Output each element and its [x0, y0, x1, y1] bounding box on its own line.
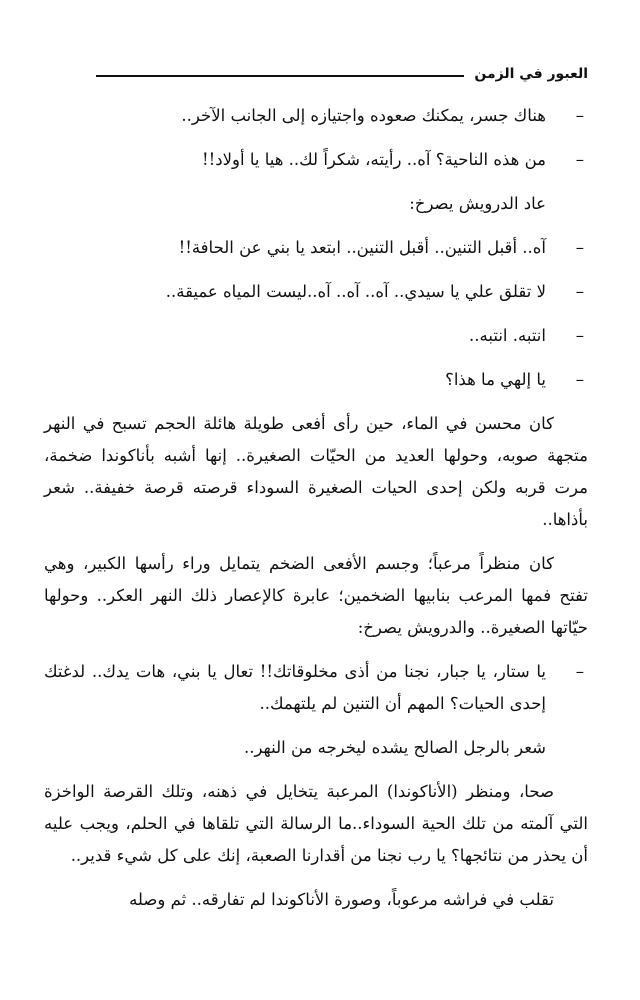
running-title: العبور في الزمن	[474, 66, 588, 82]
dialog-text: يا إلهي ما هذا؟	[445, 370, 546, 389]
dialog-dash: –	[575, 150, 584, 169]
dialog-dash: –	[575, 662, 584, 681]
dialog-dash: –	[575, 326, 584, 345]
running-header	[96, 62, 588, 86]
dialog-dash: –	[575, 282, 584, 301]
header-rule	[96, 75, 464, 77]
page-body	[44, 100, 588, 928]
dialog-text: يا ستار، يا جبار، نجنا من أذى مخلوقاتك!! تعال يا بني، هات يدك.. لدغتك إحدى الحيات؟ المهم أن التنين لم يلتهمك..	[44, 662, 546, 713]
dialog-text: انتبه. انتبه..	[469, 326, 546, 345]
dialog-text: من هذه الناحية؟ آه.. رأيته، شكراً لك.. هيا يا أولاد!!	[202, 150, 546, 169]
paragraph: كان محسن في الماء، حين رأى أفعى طويلة هائلة الحجم تسبح في النهر متجهة صوبه، وحولها العديد من الحيّات الصغيرة.. إنها أشبه بأناكوندا ضخمة، مرت قربه ولكن إحدى الحيات الصغيرة السوداء قرصته قرصة خفيفة.. شعر بأذاها..	[44, 414, 588, 529]
paragraph: صحا، ومنظر (الأناكوندا) المرعبة يتخايل في ذهنه، وتلك القرصة الواخزة التي آلمته من تلك الحية السوداء..ما الرسالة التي تلقاها في الحلم، ويجب عليه أن يحذر من نتائجها؟ يا رب نجنا من أقدارنا الصعبة، إنك على كل شيء قدير..	[44, 782, 588, 865]
dialog-dash: –	[575, 370, 584, 389]
narration-line: عاد الدرويش يصرخ:	[409, 194, 546, 213]
dialog-text: آه.. أقبل التنين.. أقبل التنين.. ابتعد يا بني عن الحافة!!	[178, 238, 546, 257]
dialog-line	[44, 100, 588, 132]
paragraph: تقلب في فراشه مرعوباً، وصورة الأناكوندا لم تفارقه.. ثم وصله	[129, 890, 554, 909]
dialog-line	[44, 656, 588, 720]
dialog-dash: –	[575, 106, 584, 125]
dialog-line	[44, 276, 588, 308]
dialog-line	[44, 320, 588, 352]
dialog-text: لا تقلق علي يا سيدي.. آه.. آه.. آه..ليست المياه عميقة..	[165, 282, 546, 301]
dialog-line	[44, 364, 588, 396]
dialog-line	[44, 232, 588, 264]
dialog-line	[44, 144, 588, 176]
narration-line: شعر بالرجل الصالح يشده ليخرجه من النهر..	[243, 738, 546, 757]
dialog-text: هناك جسر، يمكنك صعوده واجتيازه إلى الجانب الآخر..	[181, 106, 546, 125]
dialog-dash: –	[575, 238, 584, 257]
paragraph: كان منظراً مرعباً؛ وجسم الأفعى الضخم يتمايل وراء رأسها الكبير، وهي تفتح فمها المرعب بنابيها الضخمين؛ عابرة كالإعصار ذلك النهر العكر.. وحولها حيّاتها الصغيرة.. والدرويش يصرخ:	[44, 554, 588, 637]
